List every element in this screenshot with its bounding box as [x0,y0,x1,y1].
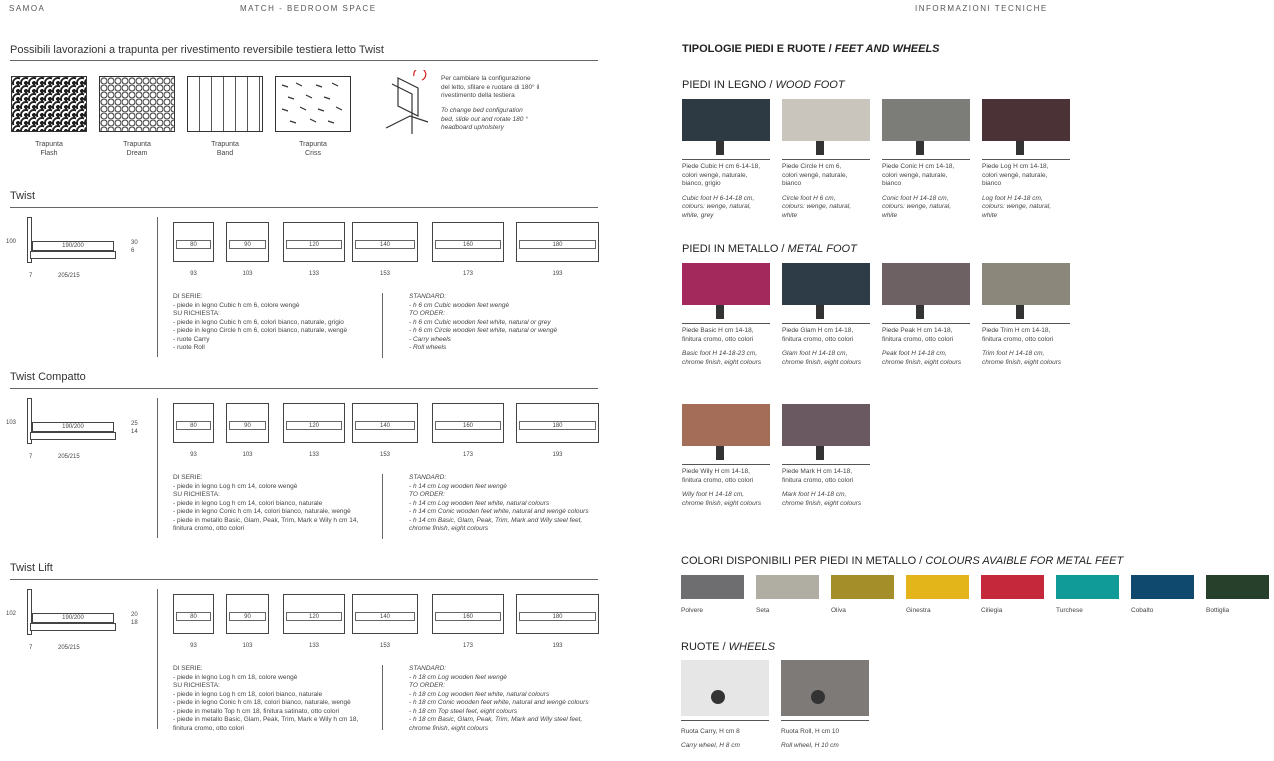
vertical-divider [382,474,383,539]
headboard-rotation-diagram [384,70,434,136]
foot-desc-it [882,163,954,189]
mattress-width: 90 [229,612,266,621]
standard-it-line: - piede in legno Conic h cm 14, colori bianco, naturale, wengè [173,508,351,515]
standard-en-line: - h 18 cm Top steel feet, eight colours [409,707,518,715]
bed-left-dim: 7 [29,273,33,279]
foot-desc-it [782,163,847,189]
bed-name: Twist Compatto [10,371,86,383]
mattress-width: 140 [355,421,415,430]
standard-en-line: STANDARD: [409,474,447,481]
bed-h2: 6 [131,248,135,254]
foot-desc-en [982,350,1061,367]
vertical-divider [382,293,383,358]
foot-desc-en [882,350,961,367]
header-collection: MATCH - BEDROOM SPACE [240,4,377,13]
line: chrome finish, eight colours [782,358,862,366]
outer-width: 103 [242,271,253,277]
vertical-divider [157,398,158,538]
standard-it-line: - piede in legno Log h cm 18, colore wengè [173,673,298,681]
line: Piede Conic H cm 14-18, [882,163,955,170]
foot-photo [982,99,1070,155]
standard-it-line: - piede in legno Cubic h cm 6, colore wengè [173,301,300,309]
mattress: 190/200 [32,613,114,623]
foot-icon [816,305,824,319]
line: finitura cromo, otto colori [782,335,854,343]
mattress-width: 80 [176,421,211,430]
mattress-width: 80 [176,612,211,621]
line: chrome finish, eight colours [682,358,762,366]
wheel-desc-it: Ruota Carry, H cm 8 [681,728,740,735]
divider [982,159,1070,160]
wheel-desc-en: Carry wheel, H 8 cm [681,742,740,749]
bed-left-dim: 7 [29,645,33,651]
mattress-width: 90 [229,421,266,430]
colour-swatch [906,575,969,599]
mattress-width: 180 [519,421,596,430]
quilting-title: Possibili lavorazioni a trapunta per rivestimento reversibile testiera letto Twist [10,44,384,56]
bed-left-dim: 7 [29,454,33,460]
bed-base [30,623,116,631]
standard-it [173,293,347,353]
divider [782,323,870,324]
standard-it-line: - piede in metallo Basic, Glam, Peak, Trim, Mark e Wily h cm 14, [173,516,359,524]
outer-width: 133 [308,643,319,649]
divider [10,388,598,389]
bed-top-view [173,222,214,262]
standard-it-line: - piede in legno Circle h cm 6, colori bianco, naturale, wengè [173,327,348,334]
line: white [982,211,998,219]
colour-swatch [1131,575,1194,599]
fabric [682,99,770,141]
standard-en-line: - h 6 cm Cubic wooden feet white, natural or grey [409,318,551,326]
wheel-icon [811,690,825,704]
foot-desc-en [682,491,761,508]
line: colours: wenge, natural, [682,203,752,210]
bed-top-view [432,222,504,262]
foot-icon [716,141,724,155]
colour-name: Bottiglia [1206,607,1230,614]
standard-it-line: DI SERIE: [173,293,203,300]
wheel-icon [711,690,725,704]
pattern-label: Trapunta Flash [35,141,63,157]
mattress-width: 90 [229,240,266,249]
line: Mark foot H 14-18 cm, [782,491,847,498]
foot-desc-it [882,327,953,344]
standard-en-line: TO ORDER: [409,310,445,317]
bed-height: 102 [6,611,17,617]
standard-en-line: - h 18 cm Basic, Glam, Peak, Trim, Mark and Wily steel feet, [409,716,583,723]
header-section: INFORMAZIONI TECNICHE [915,4,1048,13]
line: Piede Wily H cm 14-18, [682,468,750,475]
standard-it-line: DI SERIE: [173,665,203,672]
divider [10,579,598,580]
line: Circle foot H 6 cm, [782,194,836,202]
fabric [882,99,970,141]
bed-h2: 18 [131,620,138,626]
divider [682,323,770,324]
bed-length: 205/215 [58,454,80,460]
colour-name: Polvere [681,607,704,614]
wheels-title: RUOTE / WHEELS [681,641,776,653]
line: finitura cromo, otto colori [882,335,954,343]
rotation-note-en: To change bed configuration bed, slide out and rotate 180 ° headboard upholstery [441,107,528,131]
outer-width: 173 [462,643,473,649]
standard-it-line: finitura cromo, otto colori [173,724,245,732]
mattress-width: 120 [286,240,342,249]
foot-icon [816,141,824,155]
foot-photo [782,404,870,460]
mattress-width: 120 [286,612,342,621]
standard-en-line: - h 18 cm Log wooden feet wengè [409,673,507,681]
mattress: 190/200 [32,422,114,432]
bed-height: 103 [6,420,17,426]
pattern-label: Trapunta Band [211,141,239,157]
metal-foot-title: PIEDI IN METALLO / METAL FOOT [682,243,857,255]
outer-width: 193 [552,452,563,458]
fabric [682,263,770,305]
colour-swatch [756,575,819,599]
bed-length: 205/215 [58,273,80,279]
bed-top-view [226,222,269,262]
foot-desc-it [782,327,853,344]
colour-name: Ciliegia [981,607,1003,614]
bed-top-view [283,403,345,443]
outer-width: 93 [190,643,197,649]
line: Cubic foot H 6-14-18 cm, [682,194,755,202]
foot-desc-en [682,350,761,367]
bed-top-view [173,403,214,443]
foot-desc-it [682,163,760,189]
pattern-label: Trapunta Dream [123,141,151,157]
standard-en [409,474,589,534]
fabric [782,404,870,446]
outer-width: 193 [552,643,563,649]
bed-base [30,251,116,259]
standard-it-line: - piede in legno Conic h cm 18, colori bianco, naturale, wengè [173,699,351,706]
bed-top-view [226,594,269,634]
foot-icon [716,305,724,319]
divider [781,720,869,721]
standard-it-line: SU RICHIESTA: [173,491,220,498]
foot-photo [782,99,870,155]
foot-desc-it [782,468,853,485]
mattress-width: 140 [355,240,415,249]
line: Conic foot H 14-18 cm, [882,194,949,202]
standard-it [173,665,358,733]
colour-swatch [1056,575,1119,599]
colour-name: Cobalto [1131,607,1154,614]
divider [882,323,970,324]
bed-top-view [173,594,214,634]
bed-top-view [516,594,599,634]
standard-en-line: - h 14 cm Log wooden feet wengè [409,482,507,490]
divider [782,464,870,465]
header-brand: SAMOA [9,4,46,13]
bed-h1: 20 [131,612,138,618]
standard-it-line: finitura cromo, otto colori [173,525,245,532]
standard-it-line: DI SERIE: [173,474,203,481]
bed-top-view [352,222,418,262]
bed-h1: 25 [131,421,138,427]
foot-icon [716,446,724,460]
foot-icon [1016,141,1024,155]
standard-en-line: chrome finish, eight colours [409,525,489,532]
standard-en-line: TO ORDER: [409,682,445,689]
line: bianco [982,180,1002,187]
line: Piede Basic H cm 14-18, [682,327,754,334]
bed-length: 205/215 [58,645,80,651]
line: finitura cromo, otto colori [782,476,854,484]
line: Piede Glam H cm 14-18, [782,327,854,334]
bed-h1: 30 [131,240,138,246]
colour-name: Seta [756,607,770,614]
foot-desc-en [782,195,851,221]
line: Peak foot H 14-18 cm, [882,350,947,357]
outer-width: 173 [462,271,473,277]
divider [782,159,870,160]
foot-desc-it [682,327,754,344]
bed-top-view [352,594,418,634]
line: bianco [782,180,802,187]
bed-top-view [226,403,269,443]
line: colori wengè, naturale, [782,171,848,179]
divider [10,60,598,61]
line: Piede Mark H cm 14-18, [782,468,853,475]
standard-it-line: SU RICHIESTA: [173,310,220,317]
foot-icon [816,446,824,460]
mattress-width: 160 [435,612,501,621]
rotation-note-it: Per cambiare la configurazione del letto, sfilare e ruotare di 180° il rivestimento della testiera [441,75,540,99]
foot-desc-it [682,468,753,485]
bed-height: 100 [6,239,17,245]
foot-desc-it [982,327,1053,344]
standard-it [173,474,358,534]
fabric [782,263,870,305]
outer-width: 133 [308,452,319,458]
line: colours: wenge, natural, [782,203,852,210]
line: chrome finish, eight colours [782,499,862,507]
line: chrome finish, eight colours [982,358,1062,366]
wood-foot-title: PIEDI IN LEGNO / WOOD FOOT [682,79,845,91]
outer-width: 103 [242,452,253,458]
bed-top-view [432,594,504,634]
colour-name: Turchese [1056,607,1083,614]
line: white [882,211,898,219]
colours-title: COLORI DISPONIBILI PER PIEDI IN METALLO / COLOURS AVAIBLE FOR METAL FEET [681,555,1124,567]
divider [10,207,598,208]
foot-photo [682,263,770,319]
line: Wily foot H 14-18 cm, [682,491,745,498]
standard-it-line: - ruote Roll [173,344,205,351]
foot-photo [782,263,870,319]
line: finitura cromo, otto colori [982,335,1054,343]
foot-photo [682,404,770,460]
standard-it-line: - ruote Carry [173,335,210,343]
line: finitura cromo, otto colori [682,335,754,343]
standard-it-line: SU RICHIESTA: [173,682,220,689]
fabric [782,99,870,141]
outer-width: 153 [379,643,390,649]
line: Trim foot H 14-18 cm, [982,350,1045,357]
bed-top-view [432,403,504,443]
vertical-divider [382,665,383,730]
standard-en-line: - h 6 cm Cubic wooden feet wengè [409,301,510,309]
fabric [682,404,770,446]
standard-en-line: chrome finish, eight colours [409,724,489,732]
divider [682,159,770,160]
fabric [882,263,970,305]
standard-en-line: - Carry wheels [409,335,451,343]
standard-en-line: - Roll wheels [409,344,447,351]
standard-en-line: - h 18 cm Conic wooden feet white, natural and wengè colours [409,699,589,706]
line: colours: wenge, natural, [882,203,952,210]
colour-name: Ginestra [906,607,931,614]
bed-top-view [283,594,345,634]
bed-top-view [352,403,418,443]
foot-icon [916,305,924,319]
line: Piede Log H cm 14-18, [982,163,1049,170]
line: bianco, grigio [682,180,721,187]
divider [681,720,769,721]
line: Piede Cubic H cm 6-14-18, [682,163,761,170]
mattress: 190/200 [32,241,114,251]
line: Piede Peak H cm 14-18, [882,327,953,334]
standard-it-line: - piede in legno Log h cm 18, colori bianco, naturale [173,690,323,698]
wheel-photo [781,660,869,716]
vertical-divider [157,217,158,357]
outer-width: 133 [308,271,319,277]
pattern-criss [275,76,351,132]
colour-swatch [831,575,894,599]
standard-en [409,665,589,733]
bed-name: Twist Lift [10,562,53,574]
standard-en-line: TO ORDER: [409,491,445,498]
foot-desc-en [882,195,951,221]
line: Basic foot H 14-18-23 cm, [682,350,758,357]
line: bianco [882,180,902,187]
foot-photo [982,263,1070,319]
line: Piede Trim H cm 14-18, [982,327,1051,334]
pattern-dream [99,76,175,132]
pattern-label: Trapunta Criss [299,141,327,157]
standard-en [409,293,557,353]
outer-width: 193 [552,271,563,277]
vertical-divider [157,589,158,729]
outer-width: 93 [190,271,197,277]
mattress-width: 160 [435,421,501,430]
line: Log foot H 14-18 cm, [982,194,1043,202]
line: colori wengè, naturale, [682,171,748,179]
foot-icon [1016,305,1024,319]
mattress-width: 140 [355,612,415,621]
fabric [982,99,1070,141]
colour-name: Oliva [831,607,846,614]
bed-h2: 14 [131,429,138,435]
line: white, grey [682,211,714,219]
standard-en-line: - h 14 cm Conic wooden feet white, natural and wengè colours [409,508,589,515]
bed-top-view [283,222,345,262]
fabric [982,263,1070,305]
line: white [782,211,798,219]
pattern-band [187,76,263,132]
foot-desc-en [982,195,1051,221]
standard-en-line: - h 6 cm Circle wooden feet white, natural or wengè [409,327,558,334]
foot-photo [882,263,970,319]
feet-wheels-title: TIPOLOGIE PIEDI E RUOTE / FEET AND WHEELS [682,43,940,55]
line: Glam foot H 14-18 cm, [782,350,848,357]
divider [882,159,970,160]
colour-swatch [981,575,1044,599]
wheel-desc-en: Roll wheel, H 10 cm [781,742,839,749]
bed-top-view [516,222,599,262]
standard-en-line: - h 14 cm Log wooden feet white, natural colours [409,499,550,507]
foot-desc-en [682,195,754,221]
outer-width: 93 [190,452,197,458]
outer-width: 153 [379,452,390,458]
mattress-width: 80 [176,240,211,249]
line: colori wengè, naturale, [982,171,1048,179]
standard-it-line: - piede in metallo Top h cm 18, finitura satinato, otto colori [173,707,340,715]
mattress-width: 180 [519,612,596,621]
standard-it-line: - piede in legno Cubic h cm 6, colori bianco, naturale, grigio [173,318,344,326]
standard-en-line: STANDARD: [409,293,447,300]
outer-width: 153 [379,271,390,277]
wheel-photo [681,660,769,716]
divider [682,464,770,465]
standard-en-line: - h 18 cm Log wooden feet white, natural colours [409,690,550,698]
outer-width: 173 [462,452,473,458]
standard-en-line: STANDARD: [409,665,447,672]
foot-photo [882,99,970,155]
line: finitura cromo, otto colori [682,476,754,484]
outer-width: 103 [242,643,253,649]
bed-name: Twist [10,190,36,202]
foot-desc-en [782,350,861,367]
line: colori wengè, naturale, [882,171,948,179]
foot-photo [682,99,770,155]
divider [982,323,1070,324]
line: Piede Circle H cm 6, [782,163,842,170]
foot-desc-it [982,163,1048,189]
standard-it-line: - piede in metallo Basic, Glam, Peak, Trim, Mark e Wily h cm 18, [173,716,359,723]
bed-top-view [516,403,599,443]
foot-desc-en [782,491,861,508]
standard-en-line: - h 14 cm Basic, Glam, Peak, Trim, Mark and Wily steel feet, [409,516,583,524]
bed-base [30,432,116,440]
mattress-width: 180 [519,240,596,249]
foot-icon [916,141,924,155]
standard-it-line: - piede in legno Log h cm 14, colore wengè [173,482,298,490]
line: chrome finish, eight colours [882,358,962,366]
standard-it-line: - piede in legno Log h cm 14, colori bianco, naturale [173,499,323,507]
pattern-flash [11,76,87,132]
wheel-desc-it: Ruota Roll, H cm 10 [781,728,840,735]
mattress-width: 160 [435,240,501,249]
mattress-width: 120 [286,421,342,430]
line: chrome finish, eight colours [682,499,762,507]
colour-swatch [681,575,744,599]
colour-swatch [1206,575,1269,599]
line: colours: wenge, natural, [982,203,1052,210]
